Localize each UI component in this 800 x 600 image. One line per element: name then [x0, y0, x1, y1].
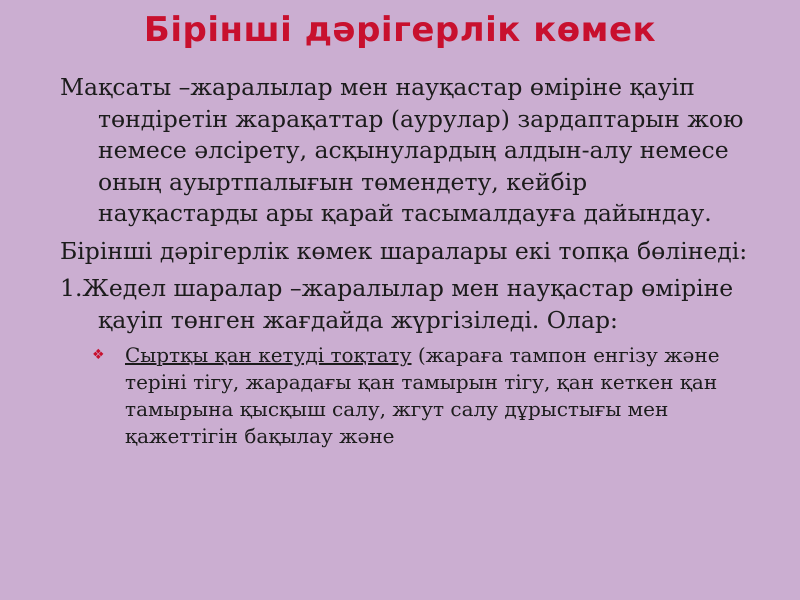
groups-paragraph: Бірінші дәрігерлік көмек шаралары екі топқа бөлінеді:	[60, 236, 748, 265]
slide-title: Бірінші дәрігерлік көмек	[143, 10, 657, 50]
bullet-underlined-text: Сыртқы қан кетуді тоқтату	[125, 343, 412, 367]
goal-paragraph: Мақсаты –жаралылар мен науқастар өміріне қауіп төндіретін жарақаттар (аурулар) зардаптарын жою немесе әлсірету, асқынулардың алдын-алу немесе оның ауыртпалығын төмендету, кейбір науқастарды ары қарай тасымалдауға дайындау.	[60, 73, 744, 227]
urgent-measures-paragraph: 1.Жедел шаралар –жаралылар мен науқастар өміріне қауіп төнген жағдайда жүргізіледі. Олар:	[60, 274, 734, 334]
diamond-bullet-icon: ❖	[92, 347, 105, 363]
bullet-item	[90, 342, 750, 450]
slide-body	[60, 72, 750, 450]
bullet-text: (жараға тампон енгізу және теріні тігу, жарадағы қан тамырын тігу, қан кеткен қан тамырына қысқыш салу, жгут салу дұрыстығы мен қажеттігін бақылау және	[125, 343, 720, 448]
